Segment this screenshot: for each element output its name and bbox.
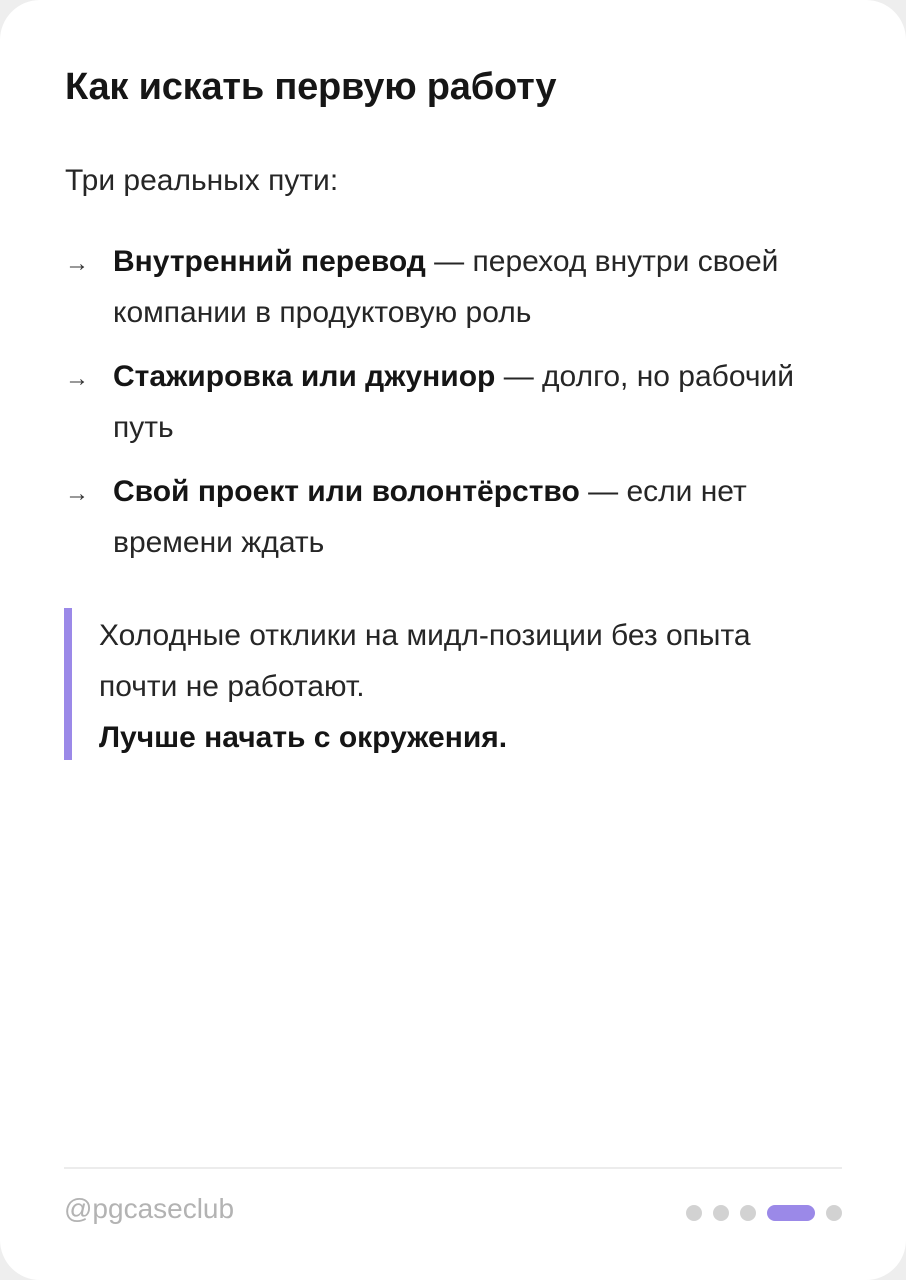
pagination-dot[interactable]: [826, 1205, 842, 1221]
list-item-title: Свой проект или волонтёрство: [113, 475, 580, 508]
paths-list: [65, 236, 855, 581]
arrow-right-icon: →: [65, 365, 89, 392]
intro-text: Три реальных пути:: [65, 164, 339, 197]
pagination-dot[interactable]: [740, 1205, 756, 1221]
pagination-dot[interactable]: [713, 1205, 729, 1221]
arrow-right-icon: →: [65, 480, 89, 507]
list-item-description: — если нет времени ждать: [113, 475, 747, 559]
arrow-right-icon: →: [65, 250, 89, 277]
quote-text: Холодные отклики на мидл-позиции без опыта почти не работают.: [99, 619, 751, 703]
list-item-title: Стажировка или джуниор: [113, 360, 496, 393]
pagination-dots: [686, 1205, 842, 1221]
quote-conclusion: Лучше начать с окружения.: [99, 721, 508, 754]
author-handle: @pgcaseclub: [64, 1193, 235, 1224]
list-item: [65, 236, 855, 338]
pagination-dot-active[interactable]: [767, 1205, 815, 1221]
list-item-description: — переход внутри своей компании в продуктовую роль: [113, 245, 779, 329]
list-item-description: — долго, но рабочий путь: [113, 360, 795, 444]
slide-title: Как искать первую работу: [65, 66, 557, 108]
callout-quote: [64, 608, 824, 760]
list-item-title: Внутренний перевод: [113, 245, 426, 278]
list-item: [65, 351, 855, 453]
list-item: [65, 466, 855, 568]
pagination-dot[interactable]: [686, 1205, 702, 1221]
footer-divider: [64, 1167, 842, 1169]
